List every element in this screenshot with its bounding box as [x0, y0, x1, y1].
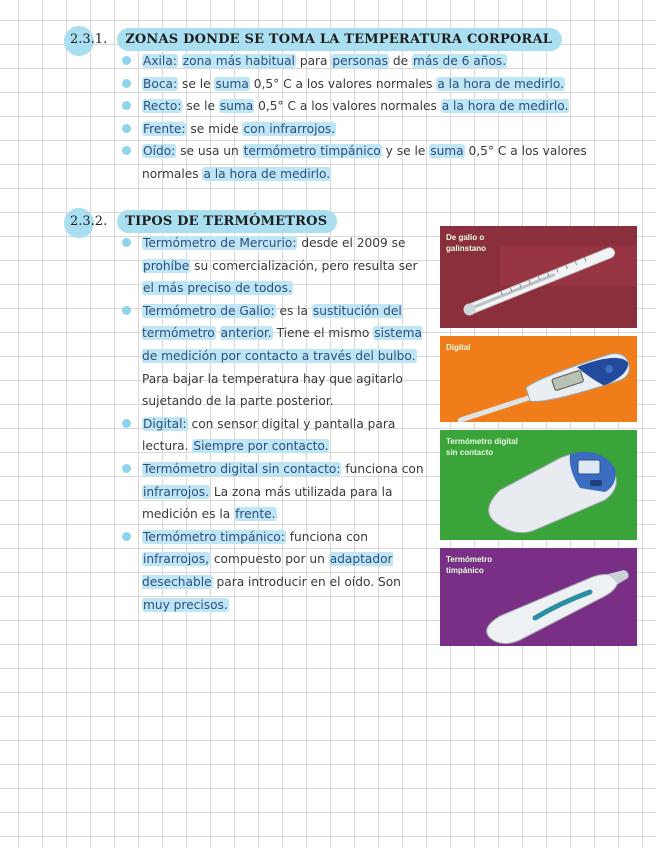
highlighted-text: Termómetro de Galio: [143, 303, 275, 318]
highlighted-text: zona más habitual [182, 54, 295, 68]
highlighted-text: con infrarrojos. [243, 121, 336, 136]
termometro-item [118, 458, 430, 526]
image-label: timpánico [446, 566, 484, 575]
image-label: Termómetro digital [446, 437, 518, 446]
body-text: con sensor digital y pantalla para lectura. [142, 416, 396, 454]
body-text: es la [275, 303, 312, 318]
highlighted-text: frente. [235, 507, 276, 522]
body-text: para introducir en el oído. Son [212, 574, 401, 589]
highlighted-text: Oído: [143, 144, 176, 159]
highlighted-text: suma [219, 99, 254, 114]
zona-item [118, 50, 638, 73]
zona-item [118, 140, 638, 185]
highlighted-text: más de 6 años. [412, 54, 507, 68]
highlighted-text: Axila: [143, 54, 177, 68]
highlighted-text: prohíbe [143, 258, 190, 273]
image-label: Termómetro [446, 555, 493, 564]
termometro-item [118, 300, 430, 413]
highlighted-text: suma [215, 76, 249, 91]
body-text: compuesto por un [209, 552, 329, 567]
section-number: 2.3.2. [70, 212, 111, 231]
highlighted-text: Termómetro de Mercurio: [143, 236, 297, 250]
section-number: 2.3.1. [70, 30, 111, 49]
bullet-icon [122, 419, 131, 428]
bullet-icon [122, 56, 131, 65]
highlighted-text: infrarrojos. [143, 484, 209, 499]
body-text: funciona con [285, 529, 368, 544]
highlighted-text: sustitución del termómetro [142, 303, 402, 341]
termometro-item [118, 413, 430, 458]
highlighted-text: a la hora de medirlo. [441, 99, 569, 114]
bullet-icon [122, 532, 131, 541]
highlighted-text: Termómetro timpánico: [143, 529, 285, 544]
image-label: sin contacto [446, 448, 494, 457]
highlighted-text: a la hora de medirlo. [437, 76, 565, 91]
body-text: se le [182, 99, 219, 114]
image-label: galinstano [446, 244, 487, 253]
tympanic-thermometer-image [440, 548, 637, 646]
image-label: De galio o [446, 233, 485, 242]
highlighted-text: suma [430, 144, 464, 159]
body-text: se usa un [176, 144, 243, 159]
body-text: desde el 2009 se [297, 236, 406, 250]
infrared-thermometer-image [440, 430, 637, 540]
highlighted-text: Frente: [143, 121, 186, 136]
body-text: 0,5° C a los valores normales [249, 76, 437, 91]
galio-thermometer-image [440, 226, 637, 328]
bullet-icon [122, 464, 131, 473]
zona-item [118, 95, 638, 118]
section-heading-tipos [70, 210, 337, 233]
highlighted-text: Boca: [143, 76, 178, 91]
body-text: funciona con [341, 461, 424, 476]
bullet-icon [122, 306, 131, 315]
body-text: se mide [186, 121, 243, 136]
body-text: se le [178, 76, 215, 91]
section-title: ZONAS DONDE SE TOMA LA TEMPERATURA CORPORAL [117, 28, 562, 51]
bullet-icon [122, 79, 131, 88]
highlighted-text: Recto: [143, 99, 182, 114]
body-text: 0,5° C a los valores normales [142, 144, 587, 181]
highlighted-text: el más preciso de todos. [143, 281, 292, 296]
body-text: de [388, 54, 412, 68]
highlighted-text: adaptador desechable [142, 552, 393, 589]
body-text: para [295, 54, 332, 68]
section-heading-zonas [70, 28, 562, 51]
section-title: TIPOS DE TERMÓMETROS [117, 210, 337, 233]
zona-item [118, 73, 638, 96]
bullet-icon [122, 238, 131, 247]
bullet-icon [122, 101, 131, 110]
body-text: 0,5° C a los valores normales [254, 99, 441, 114]
termometro-item [118, 526, 430, 616]
highlighted-text: Termómetro digital sin contacto: [143, 461, 341, 476]
bullet-icon [122, 146, 131, 155]
highlighted-text: infrarrojos, [143, 552, 209, 567]
body-text: su comercialización, pero resulta ser [190, 258, 418, 273]
highlighted-text: muy precisos. [143, 597, 228, 612]
highlighted-text: Siempre por contacto. [193, 439, 329, 454]
highlighted-text: personas [332, 54, 388, 68]
highlighted-text: a la hora de medirlo. [203, 166, 331, 181]
zonas-list [118, 50, 638, 186]
highlighted-text: sistema de medición por contacto a través del bulbo. [142, 326, 422, 363]
digital-thermometer-image [440, 336, 637, 422]
highlighted-text: Digital: [143, 416, 187, 431]
body-text: La zona más utilizada para la medición es la [142, 484, 393, 522]
body-text: Tiene el mismo [272, 326, 374, 341]
highlighted-text: anterior. [220, 326, 272, 341]
bullet-icon [122, 124, 131, 133]
image-label: Digital [446, 343, 471, 352]
highlighted-text: termómetro timpánico [243, 144, 381, 159]
zona-item [118, 118, 638, 141]
body-text: Para bajar la temperatura hay que agitarlo sujetando de la parte posterior. [142, 371, 403, 409]
termometro-item [118, 232, 430, 300]
tipos-list [118, 232, 430, 616]
body-text: y se le [381, 144, 430, 159]
